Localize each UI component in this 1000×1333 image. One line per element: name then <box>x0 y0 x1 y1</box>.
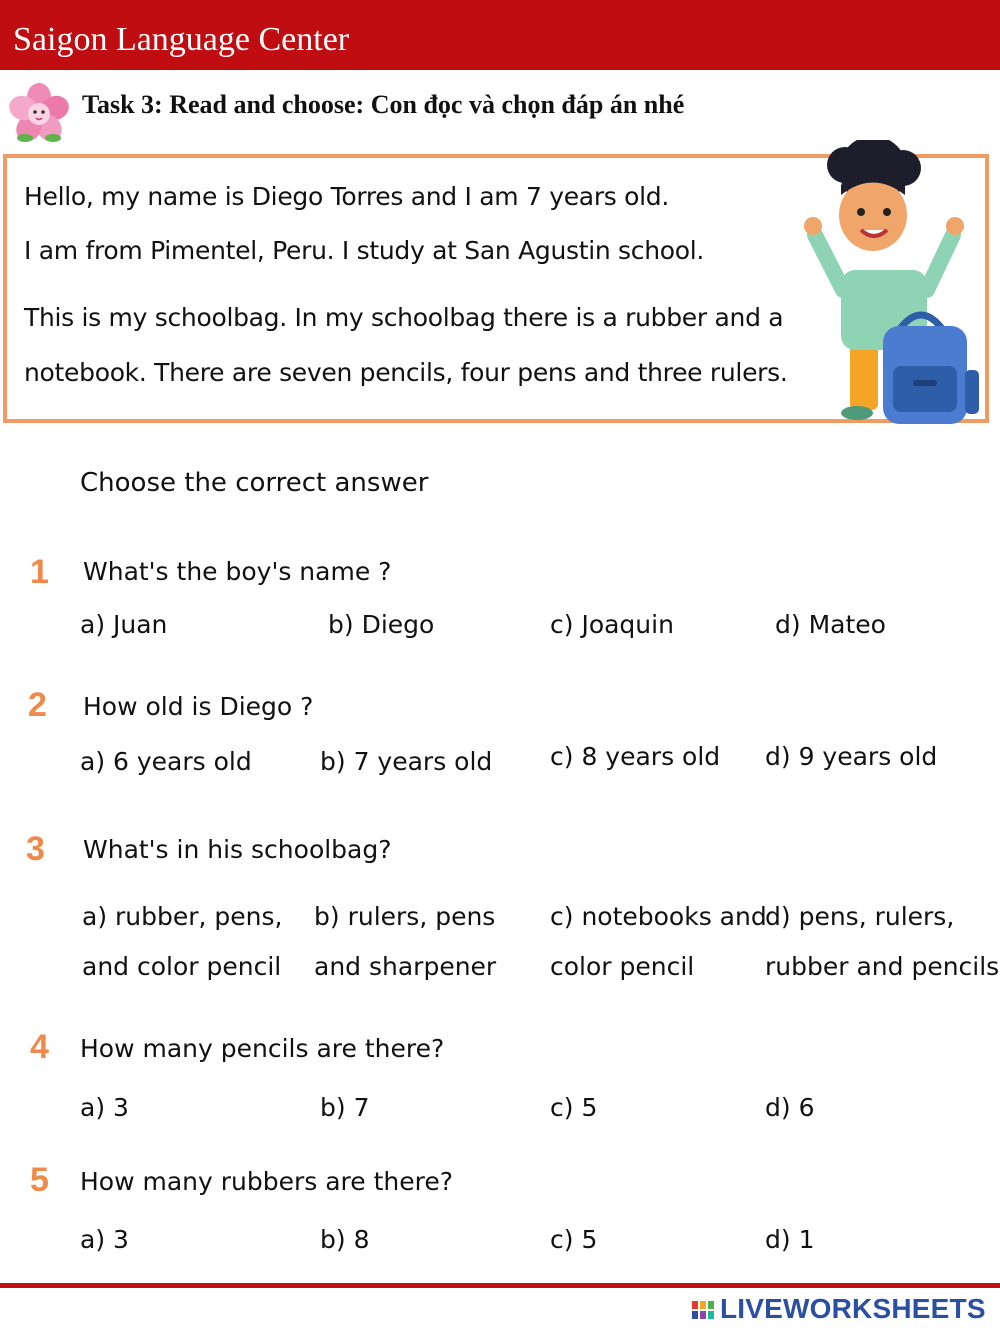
answer-option[interactable]: a) 3 <box>80 1093 129 1122</box>
story-line: notebook. There are seven pencils, four pens and three rulers. <box>24 358 788 387</box>
task-title: Task 3: Read and choose: Con đọc và chọn đáp án nhé <box>82 90 685 119</box>
answer-option[interactable]: c) notebooks and <box>550 902 767 931</box>
question-number: 3 <box>26 830 45 868</box>
question-number: 2 <box>28 686 47 724</box>
answer-option[interactable]: color pencil <box>550 952 695 981</box>
answer-option[interactable]: d) Mateo <box>775 610 886 639</box>
answer-option[interactable]: b) rulers, pens <box>314 902 496 931</box>
story-line: I am from Pimentel, Peru. I study at San Agustin school. <box>24 236 705 265</box>
question-text: What's in his schoolbag? <box>83 835 392 864</box>
story-line: This is my schoolbag. In my schoolbag there is a rubber and a <box>24 303 784 332</box>
answer-option[interactable]: d) pens, rulers, <box>765 902 955 931</box>
answer-option[interactable]: c) Joaquin <box>550 610 674 639</box>
schoolbag-icon <box>883 315 979 424</box>
flower-icon <box>6 80 72 144</box>
question-text: How old is Diego ? <box>83 692 314 721</box>
question-number: 1 <box>30 553 49 591</box>
answer-option[interactable]: d) 1 <box>765 1225 815 1254</box>
boy-illustration <box>795 140 985 432</box>
page-header <box>0 0 1000 70</box>
answer-option[interactable]: d) 6 <box>765 1093 815 1122</box>
question-text: What's the boy's name ? <box>83 557 392 586</box>
question-number: 4 <box>30 1028 49 1066</box>
question-text: How many rubbers are there? <box>80 1167 454 1196</box>
answer-option[interactable]: b) 8 <box>320 1225 370 1254</box>
instruction-text: Choose the correct answer <box>80 468 429 498</box>
answer-option[interactable]: a) rubber, pens, <box>82 902 283 931</box>
footer-divider <box>0 1283 1000 1288</box>
header-title: Saigon Language Center <box>13 21 350 58</box>
answer-option[interactable]: b) Diego <box>328 610 435 639</box>
answer-option[interactable]: b) 7 years old <box>320 747 493 776</box>
answer-option[interactable]: d) 9 years old <box>765 742 938 771</box>
story-line: Hello, my name is Diego Torres and I am 7 years old. <box>24 182 670 211</box>
answer-option[interactable]: c) 5 <box>550 1093 598 1122</box>
question-number: 5 <box>30 1161 49 1199</box>
answer-option[interactable]: a) 3 <box>80 1225 129 1254</box>
answer-option[interactable]: c) 5 <box>550 1225 598 1254</box>
answer-option[interactable]: b) 7 <box>320 1093 370 1122</box>
brand-name[interactable]: LIVEWORKSHEETS <box>720 1293 986 1324</box>
answer-option[interactable]: a) Juan <box>80 610 168 639</box>
liveworksheets-logo-icon <box>690 1293 716 1327</box>
answer-option[interactable]: rubber and pencils <box>765 952 1000 981</box>
answer-option[interactable]: a) 6 years old <box>80 747 252 776</box>
answer-option[interactable]: c) 8 years old <box>550 742 721 771</box>
answer-option[interactable]: and sharpener <box>314 952 497 981</box>
answer-option[interactable]: and color pencil <box>82 952 282 981</box>
question-text: How many pencils are there? <box>80 1034 445 1063</box>
